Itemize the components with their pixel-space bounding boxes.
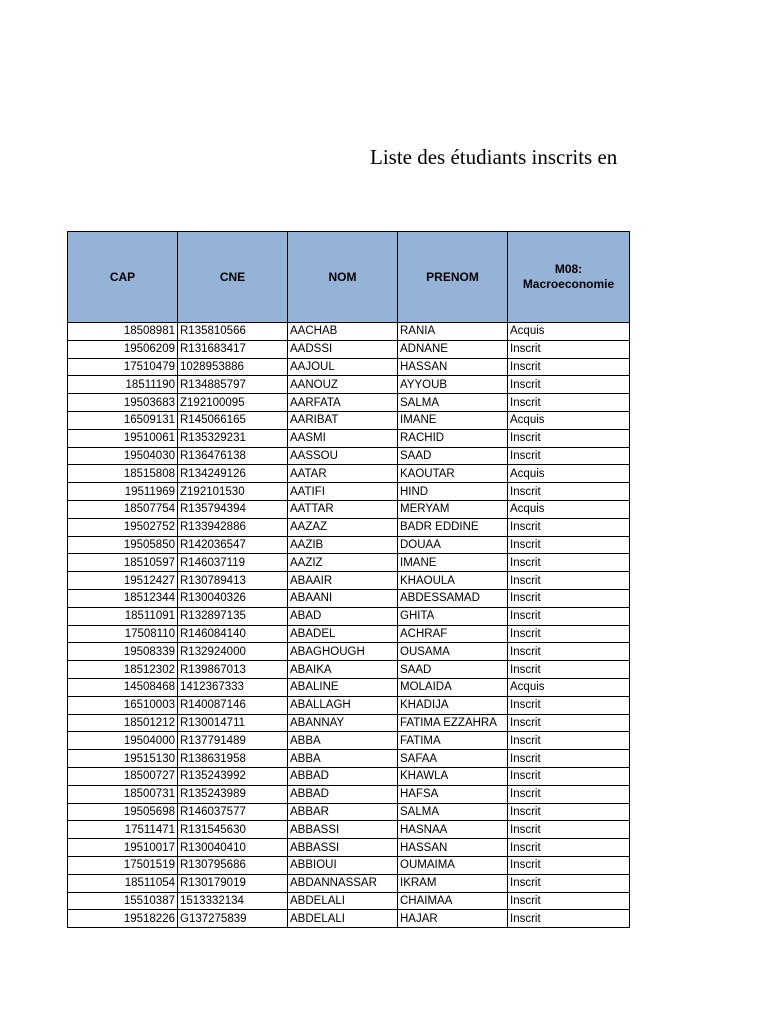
cne-cell: R136476138 bbox=[178, 447, 288, 465]
status-cell: Inscrit bbox=[508, 910, 630, 928]
status-cell: Acquis bbox=[508, 465, 630, 483]
nom-cell: ABAD bbox=[288, 607, 398, 625]
cne-cell: 1513332134 bbox=[178, 892, 288, 910]
table-row bbox=[68, 500, 630, 518]
cne-cell: R146084140 bbox=[178, 625, 288, 643]
status-cell: Inscrit bbox=[508, 589, 630, 607]
cne-cell: 1412367333 bbox=[178, 678, 288, 696]
prenom-cell: MOLAIDA bbox=[398, 678, 508, 696]
prenom-cell: IKRAM bbox=[398, 874, 508, 892]
cap-cell: 18511190 bbox=[68, 376, 178, 394]
cap-cell: 18508981 bbox=[68, 323, 178, 341]
cne-cell: R135243989 bbox=[178, 785, 288, 803]
cne-cell: R142036547 bbox=[178, 536, 288, 554]
cne-cell: Z192101530 bbox=[178, 483, 288, 501]
cap-cell: 19504030 bbox=[68, 447, 178, 465]
prenom-cell: SAFAA bbox=[398, 750, 508, 768]
status-cell: Acquis bbox=[508, 323, 630, 341]
table-row bbox=[68, 714, 630, 732]
cne-cell: R130795686 bbox=[178, 856, 288, 874]
cap-cell: 15510387 bbox=[68, 892, 178, 910]
cap-cell: 18501212 bbox=[68, 714, 178, 732]
nom-cell: AAJOUL bbox=[288, 358, 398, 376]
table-row bbox=[68, 661, 630, 679]
prenom-cell: CHAIMAA bbox=[398, 892, 508, 910]
nom-cell: AARIBAT bbox=[288, 411, 398, 429]
table-row bbox=[68, 394, 630, 412]
cap-cell: 16509131 bbox=[68, 411, 178, 429]
nom-cell: AAZIB bbox=[288, 536, 398, 554]
nom-cell: ABDANNASSAR bbox=[288, 874, 398, 892]
cne-cell: R135329231 bbox=[178, 429, 288, 447]
status-cell: Inscrit bbox=[508, 518, 630, 536]
cap-cell: 16510003 bbox=[68, 696, 178, 714]
status-cell: Inscrit bbox=[508, 839, 630, 857]
nom-cell: ABBAR bbox=[288, 803, 398, 821]
nom-cell: ABBAD bbox=[288, 767, 398, 785]
prenom-cell: KHADIJA bbox=[398, 696, 508, 714]
nom-cell: ABAGHOUGH bbox=[288, 643, 398, 661]
nom-cell: ABBASSI bbox=[288, 821, 398, 839]
table-row bbox=[68, 554, 630, 572]
nom-cell: ABDELALI bbox=[288, 892, 398, 910]
prenom-cell: DOUAA bbox=[398, 536, 508, 554]
header-cap: CAP bbox=[68, 232, 178, 323]
status-cell: Inscrit bbox=[508, 394, 630, 412]
nom-cell: AATTAR bbox=[288, 500, 398, 518]
table-row bbox=[68, 447, 630, 465]
table-row bbox=[68, 589, 630, 607]
cap-cell: 19502752 bbox=[68, 518, 178, 536]
cap-cell: 18511091 bbox=[68, 607, 178, 625]
table-row bbox=[68, 874, 630, 892]
table-row bbox=[68, 750, 630, 768]
status-cell: Inscrit bbox=[508, 607, 630, 625]
cap-cell: 19504000 bbox=[68, 732, 178, 750]
prenom-cell: OUMAIMA bbox=[398, 856, 508, 874]
status-cell: Inscrit bbox=[508, 714, 630, 732]
nom-cell: ABBA bbox=[288, 750, 398, 768]
table-row bbox=[68, 821, 630, 839]
cap-cell: 18510597 bbox=[68, 554, 178, 572]
prenom-cell: IMANE bbox=[398, 411, 508, 429]
status-cell: Inscrit bbox=[508, 767, 630, 785]
cap-cell: 19510061 bbox=[68, 429, 178, 447]
nom-cell: ABBAD bbox=[288, 785, 398, 803]
table-row bbox=[68, 607, 630, 625]
nom-cell: AATIFI bbox=[288, 483, 398, 501]
cap-cell: 18500727 bbox=[68, 767, 178, 785]
prenom-cell: HASSAN bbox=[398, 358, 508, 376]
cne-cell: R131545630 bbox=[178, 821, 288, 839]
prenom-cell: GHITA bbox=[398, 607, 508, 625]
cne-cell: R132897135 bbox=[178, 607, 288, 625]
nom-cell: AAZAZ bbox=[288, 518, 398, 536]
status-cell: Acquis bbox=[508, 500, 630, 518]
status-cell: Inscrit bbox=[508, 892, 630, 910]
prenom-cell: MERYAM bbox=[398, 500, 508, 518]
status-cell: Inscrit bbox=[508, 874, 630, 892]
prenom-cell: AYYOUB bbox=[398, 376, 508, 394]
cap-cell: 18500731 bbox=[68, 785, 178, 803]
nom-cell: ABANNAY bbox=[288, 714, 398, 732]
prenom-cell: OUSAMA bbox=[398, 643, 508, 661]
cne-cell: R146037577 bbox=[178, 803, 288, 821]
table-row bbox=[68, 803, 630, 821]
cne-cell: R138631958 bbox=[178, 750, 288, 768]
cne-cell: R130040410 bbox=[178, 839, 288, 857]
cap-cell: 18512302 bbox=[68, 661, 178, 679]
nom-cell: AAZIZ bbox=[288, 554, 398, 572]
status-cell: Inscrit bbox=[508, 536, 630, 554]
cap-cell: 19512427 bbox=[68, 572, 178, 590]
status-cell: Inscrit bbox=[508, 625, 630, 643]
nom-cell: AACHAB bbox=[288, 323, 398, 341]
cne-cell: R135243992 bbox=[178, 767, 288, 785]
cap-cell: 18512344 bbox=[68, 589, 178, 607]
nom-cell: AADSSI bbox=[288, 340, 398, 358]
prenom-cell: SAAD bbox=[398, 447, 508, 465]
table-row bbox=[68, 696, 630, 714]
nom-cell: AARFATA bbox=[288, 394, 398, 412]
nom-cell: ABDELALI bbox=[288, 910, 398, 928]
header-prenom: PRENOM bbox=[398, 232, 508, 323]
status-cell: Inscrit bbox=[508, 732, 630, 750]
status-cell: Inscrit bbox=[508, 661, 630, 679]
cap-cell: 18507754 bbox=[68, 500, 178, 518]
table-row bbox=[68, 340, 630, 358]
header-nom: NOM bbox=[288, 232, 398, 323]
status-cell: Acquis bbox=[508, 678, 630, 696]
cne-cell: R139867013 bbox=[178, 661, 288, 679]
table-row bbox=[68, 839, 630, 857]
prenom-cell: HAJAR bbox=[398, 910, 508, 928]
cne-cell: R140087146 bbox=[178, 696, 288, 714]
cap-cell: 19506209 bbox=[68, 340, 178, 358]
prenom-cell: SALMA bbox=[398, 803, 508, 821]
cap-cell: 19508339 bbox=[68, 643, 178, 661]
status-cell: Inscrit bbox=[508, 785, 630, 803]
table-row bbox=[68, 429, 630, 447]
table-row bbox=[68, 536, 630, 554]
cne-cell: R134249126 bbox=[178, 465, 288, 483]
cap-cell: 19518226 bbox=[68, 910, 178, 928]
table-row bbox=[68, 732, 630, 750]
prenom-cell: BADR EDDINE bbox=[398, 518, 508, 536]
nom-cell: ABBASSI bbox=[288, 839, 398, 857]
cap-cell: 18511054 bbox=[68, 874, 178, 892]
nom-cell: ABAIKA bbox=[288, 661, 398, 679]
table-row bbox=[68, 483, 630, 501]
header-module: M08: Macroeconomie bbox=[508, 232, 630, 323]
status-cell: Inscrit bbox=[508, 803, 630, 821]
status-cell: Acquis bbox=[508, 411, 630, 429]
table-row bbox=[68, 856, 630, 874]
cne-cell: R130040326 bbox=[178, 589, 288, 607]
status-cell: Inscrit bbox=[508, 483, 630, 501]
cne-cell: R135810566 bbox=[178, 323, 288, 341]
prenom-cell: KHAWLA bbox=[398, 767, 508, 785]
prenom-cell: KHAOULA bbox=[398, 572, 508, 590]
prenom-cell: ABDESSAMAD bbox=[398, 589, 508, 607]
cap-cell: 19503683 bbox=[68, 394, 178, 412]
prenom-cell: FATIMA bbox=[398, 732, 508, 750]
cap-cell: 17501519 bbox=[68, 856, 178, 874]
cap-cell: 17510479 bbox=[68, 358, 178, 376]
prenom-cell: KAOUTAR bbox=[398, 465, 508, 483]
table-row bbox=[68, 678, 630, 696]
prenom-cell: FATIMA EZZAHRA bbox=[398, 714, 508, 732]
cne-cell: R130789413 bbox=[178, 572, 288, 590]
nom-cell: ABAANI bbox=[288, 589, 398, 607]
table-row bbox=[68, 785, 630, 803]
cne-cell: R135794394 bbox=[178, 500, 288, 518]
cne-cell: Z192100095 bbox=[178, 394, 288, 412]
cap-cell: 19510017 bbox=[68, 839, 178, 857]
cap-cell: 19511969 bbox=[68, 483, 178, 501]
cap-cell: 19515130 bbox=[68, 750, 178, 768]
cap-cell: 18515808 bbox=[68, 465, 178, 483]
nom-cell: ABALLAGH bbox=[288, 696, 398, 714]
prenom-cell: ADNANE bbox=[398, 340, 508, 358]
status-cell: Inscrit bbox=[508, 856, 630, 874]
table-row bbox=[68, 518, 630, 536]
cap-cell: 19505850 bbox=[68, 536, 178, 554]
cap-cell: 17511471 bbox=[68, 821, 178, 839]
header-cne: CNE bbox=[178, 232, 288, 323]
table-row bbox=[68, 910, 630, 928]
prenom-cell: RANIA bbox=[398, 323, 508, 341]
nom-cell: ABAAIR bbox=[288, 572, 398, 590]
nom-cell: AASSOU bbox=[288, 447, 398, 465]
prenom-cell: HASSAN bbox=[398, 839, 508, 857]
status-cell: Inscrit bbox=[508, 429, 630, 447]
cap-cell: 14508468 bbox=[68, 678, 178, 696]
nom-cell: AATAR bbox=[288, 465, 398, 483]
cne-cell: R145066165 bbox=[178, 411, 288, 429]
nom-cell: AANOUZ bbox=[288, 376, 398, 394]
status-cell: Inscrit bbox=[508, 643, 630, 661]
cne-cell: R134885797 bbox=[178, 376, 288, 394]
nom-cell: ABBA bbox=[288, 732, 398, 750]
table-row bbox=[68, 323, 630, 341]
prenom-cell: RACHID bbox=[398, 429, 508, 447]
table-row bbox=[68, 376, 630, 394]
cne-cell: G137275839 bbox=[178, 910, 288, 928]
table-row bbox=[68, 572, 630, 590]
table-row bbox=[68, 411, 630, 429]
table-row bbox=[68, 465, 630, 483]
nom-cell: ABADEL bbox=[288, 625, 398, 643]
table-row bbox=[68, 625, 630, 643]
cne-cell: 1028953886 bbox=[178, 358, 288, 376]
cne-cell: R132924000 bbox=[178, 643, 288, 661]
cne-cell: R137791489 bbox=[178, 732, 288, 750]
nom-cell: AASMI bbox=[288, 429, 398, 447]
table-row bbox=[68, 358, 630, 376]
cne-cell: R130179019 bbox=[178, 874, 288, 892]
table-row bbox=[68, 643, 630, 661]
prenom-cell: SAAD bbox=[398, 661, 508, 679]
prenom-cell: IMANE bbox=[398, 554, 508, 572]
nom-cell: ABALINE bbox=[288, 678, 398, 696]
cne-cell: R130014711 bbox=[178, 714, 288, 732]
cap-cell: 17508110 bbox=[68, 625, 178, 643]
status-cell: Inscrit bbox=[508, 554, 630, 572]
prenom-cell: HAFSA bbox=[398, 785, 508, 803]
header-row bbox=[68, 232, 630, 323]
prenom-cell: ACHRAF bbox=[398, 625, 508, 643]
table-row bbox=[68, 892, 630, 910]
status-cell: Inscrit bbox=[508, 821, 630, 839]
cne-cell: R131683417 bbox=[178, 340, 288, 358]
students-table bbox=[67, 231, 630, 928]
page-title: Liste des étudiants inscrits en bbox=[370, 145, 618, 169]
status-cell: Inscrit bbox=[508, 340, 630, 358]
status-cell: Inscrit bbox=[508, 376, 630, 394]
prenom-cell: HASNAA bbox=[398, 821, 508, 839]
cap-cell: 19505698 bbox=[68, 803, 178, 821]
status-cell: Inscrit bbox=[508, 447, 630, 465]
cne-cell: R146037119 bbox=[178, 554, 288, 572]
status-cell: Inscrit bbox=[508, 358, 630, 376]
status-cell: Inscrit bbox=[508, 696, 630, 714]
status-cell: Inscrit bbox=[508, 750, 630, 768]
table-row bbox=[68, 767, 630, 785]
prenom-cell: HIND bbox=[398, 483, 508, 501]
cne-cell: R133942886 bbox=[178, 518, 288, 536]
prenom-cell: SALMA bbox=[398, 394, 508, 412]
nom-cell: ABBIOUI bbox=[288, 856, 398, 874]
status-cell: Inscrit bbox=[508, 572, 630, 590]
